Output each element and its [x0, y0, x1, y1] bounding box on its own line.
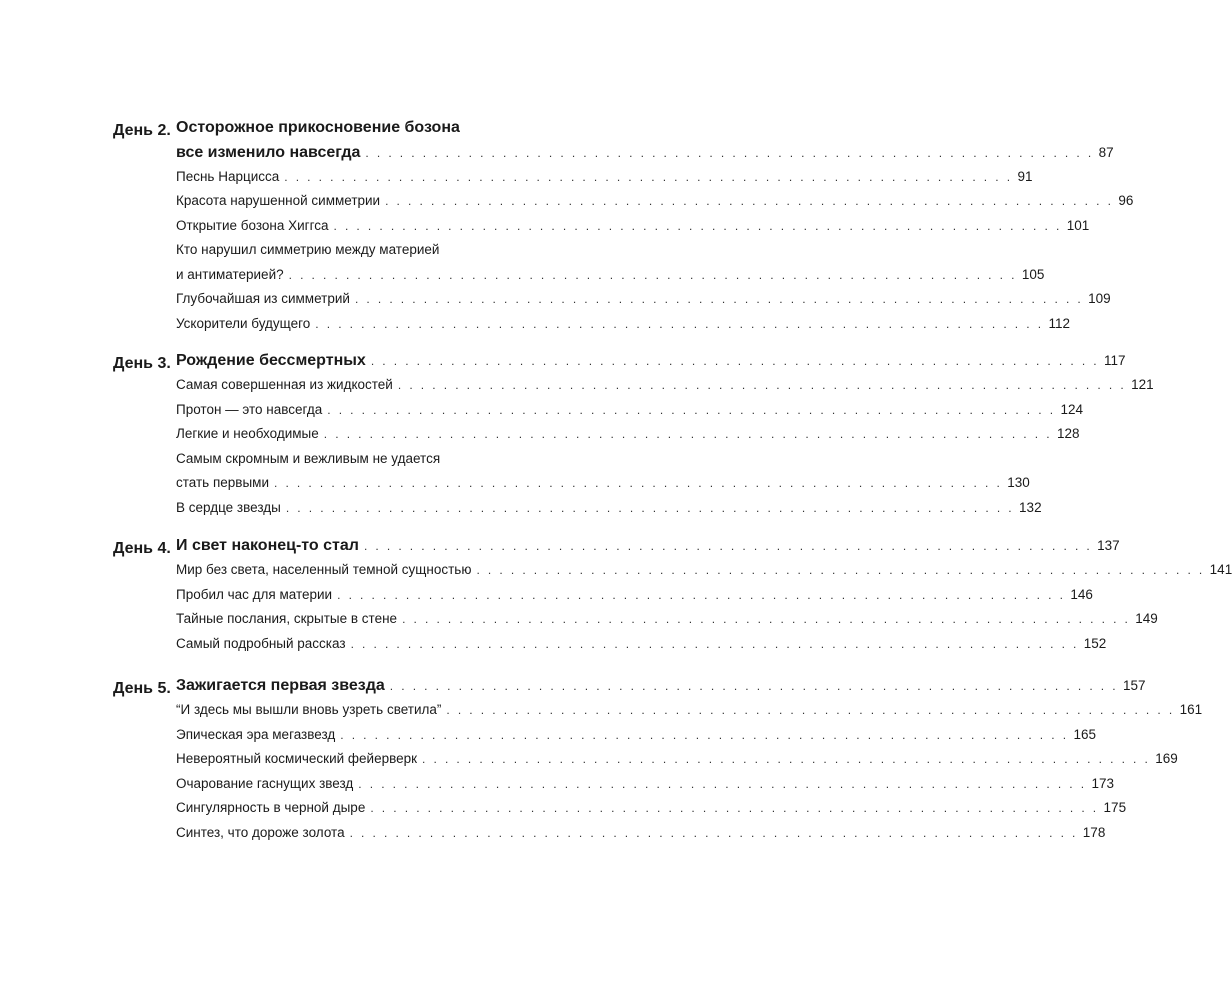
- toc-entry-line: [0, 451, 644, 476]
- dot-leader: . . . . . . . . . . . . . . . . . . . . . . . . . . . . . . . . . . . . . . . . . . . . . . . . . . . . . . . . . . . . . . . .: [354, 292, 1084, 306]
- toc-entry-line: [0, 291, 1111, 316]
- entry-title: Синтез, что дороже золота: [176, 824, 345, 840]
- toc-line-content: [176, 426, 1080, 441]
- chapter-label: День 3.: [113, 355, 171, 372]
- chapter-title: И свет наконец-то стал: [176, 537, 359, 554]
- page-number: 165: [1073, 726, 1096, 742]
- page-number: 132: [1019, 499, 1042, 515]
- entry-title: “И здесь мы вышли вновь узреть светила”: [176, 702, 442, 717]
- entry-title: В сердце звезды: [176, 499, 281, 515]
- chapter-heading-line: [0, 677, 1146, 702]
- entry-title: Песнь Нарцисса: [176, 168, 280, 184]
- page-number: 117: [1104, 353, 1126, 368]
- toc-line-content: [176, 726, 1096, 742]
- toc-line-content: [176, 611, 1158, 626]
- dot-leader: . . . . . . . . . . . . . . . . . . . . . . . . . . . . . . . . . . . . . . . . . . . . . . . . . . . . . . . . . . . . . . . .: [327, 402, 1056, 417]
- dot-leader: . . . . . . . . . . . . . . . . . . . . . . . . . . . . . . . . . . . . . . . . . . . . . . . . . . . . . . . . . . . . . . . .: [397, 378, 1127, 392]
- entry-title: Открытие бозона Хиггса: [176, 217, 329, 233]
- toc-entry-line: [0, 315, 1071, 341]
- toc-entry-line: [0, 168, 1033, 194]
- chapter-heading-line: [0, 119, 644, 144]
- page-number: 87: [1098, 144, 1114, 160]
- chapter-heading-line: [0, 537, 1120, 562]
- chapter-label: День 4.: [113, 540, 171, 557]
- dot-leader: . . . . . . . . . . . . . . . . . . . . . . . . . . . . . . . . . . . . . . . . . . . . . . . . . . . . . . . . . . . . . . . .: [363, 539, 1093, 553]
- page-number: 101: [1066, 217, 1090, 233]
- toc-entry-line: [0, 426, 1080, 451]
- page-number: 169: [1155, 751, 1178, 766]
- chapter-title: все изменило навсегда: [176, 143, 361, 161]
- entry-title: Самая совершенная из жидкостей: [176, 377, 393, 392]
- toc-line-content: [176, 775, 1115, 791]
- toc-line-content: [176, 677, 1146, 695]
- page-number: 112: [1048, 315, 1071, 331]
- dot-leader: . . . . . . . . . . . . . . . . . . . . . . . . . . . . . . . . . . . . . . . . . . . . . . . . . . . . . . . . . . . . . . . .: [350, 636, 1079, 651]
- toc-entry-line: [0, 266, 1045, 292]
- entry-title: Пробил час для материи: [176, 586, 333, 602]
- dot-leader: . . . . . . . . . . . . . . . . . . . . . . . . . . . . . . . . . . . . . . . . . . . . . . . . . . . . . . . . . . . . . . . .: [273, 476, 1003, 490]
- entry-title: Тайные послания, скрытые в стене: [176, 611, 398, 626]
- chapter-title: Рождение бессмертных: [176, 352, 366, 369]
- toc-entry-line: [0, 726, 1096, 752]
- chapter-title: Зажигается первая звезда: [176, 677, 385, 694]
- dot-leader: . . . . . . . . . . . . . . . . . . . . . . . . . . . . . . . . . . . . . . . . . . . . . . . . . . . . . . . . . . . . . . . .: [333, 218, 1062, 233]
- toc-line-content: [176, 451, 562, 466]
- chapter-heading-line: [0, 143, 1114, 169]
- toc-line-content: [176, 499, 1042, 515]
- entry-title: Красота нарушенной симметрии: [176, 193, 381, 208]
- dot-leader: . . . . . . . . . . . . . . . . . . . . . . . . . . . . . . . . . . . . . . . . . . . . . . . . . . . . . . . . . . . . . . . .: [422, 752, 1151, 766]
- page-number: 149: [1135, 611, 1158, 626]
- dot-leader: . . . . . . . . . . . . . . . . . . . . . . . . . . . . . . . . . . . . . . . . . . . . . . . . . . . . . . . . . . . . . . . .: [358, 776, 1087, 791]
- toc-entry-line: [0, 775, 1115, 801]
- dot-leader: . . . . . . . . . . . . . . . . . . . . . . . . . . . . . . . . . . . . . . . . . . . . . . . . . . . . . . . . . . . . . . . .: [323, 427, 1052, 441]
- dot-leader: . . . . . . . . . . . . . . . . . . . . . . . . . . . . . . . . . . . . . . . . . . . . . . . . . . . . . . . . . . . . . . . .: [337, 587, 1066, 602]
- toc-line-content: [176, 824, 1106, 840]
- dot-leader: . . . . . . . . . . . . . . . . . . . . . . . . . . . . . . . . . . . . . . . . . . . . . . . . . . . . . . . . . . . . . . . .: [349, 825, 1078, 840]
- toc-line-content: [176, 635, 1107, 651]
- toc-entry-line: [0, 562, 1232, 587]
- toc-line-content: [176, 315, 1071, 331]
- toc-line-content: [176, 377, 1154, 392]
- chapter-label: День 2.: [113, 122, 171, 139]
- toc-line-content: [176, 217, 1090, 233]
- dot-leader: . . . . . . . . . . . . . . . . . . . . . . . . . . . . . . . . . . . . . . . . . . . . . . . . . . . . . . . . . . . . . . . .: [446, 703, 1175, 717]
- toc-line-content: [176, 702, 1203, 717]
- entry-title: Очарование гаснущих звезд: [176, 775, 354, 791]
- toc-entry-line: [0, 475, 1030, 500]
- toc-line-content: [176, 562, 1232, 577]
- entry-title: Протон — это навсегда: [176, 401, 323, 417]
- dot-leader: . . . . . . . . . . . . . . . . . . . . . . . . . . . . . . . . . . . . . . . . . . . . . . . . . . . . . . . . . . . . . . . .: [285, 500, 1015, 515]
- page-number: 173: [1091, 775, 1115, 791]
- toc-entry-line: [0, 611, 1158, 636]
- entry-title: Мир без света, населенный темной сущностью: [176, 562, 472, 577]
- toc-line-content: [176, 586, 1093, 602]
- toc-line-content: [176, 800, 1127, 815]
- page-number: 141: [1209, 562, 1232, 577]
- toc-entry-line: [0, 800, 1127, 825]
- toc-entry-line: [0, 499, 1042, 525]
- toc-entry-line: [0, 242, 644, 267]
- page-number: 121: [1131, 377, 1154, 392]
- toc-entry-line: [0, 217, 1090, 243]
- toc-entry-line: [0, 702, 1203, 727]
- toc-line-content: [176, 193, 1134, 208]
- entry-title: Сингулярность в черной дыре: [176, 800, 366, 815]
- toc-line-content: [176, 168, 1033, 184]
- page-number: 124: [1060, 401, 1083, 417]
- dot-leader: . . . . . . . . . . . . . . . . . . . . . . . . . . . . . . . . . . . . . . . . . . . . . . . . . . . . . . . . . . . . . . . .: [385, 194, 1114, 208]
- page-number: 130: [1007, 475, 1030, 490]
- toc-entry-line: [0, 586, 1093, 612]
- page-number: 175: [1103, 800, 1127, 815]
- toc-entry-line: [0, 193, 1134, 218]
- toc-line-content: [176, 242, 562, 257]
- page-number: 91: [1017, 168, 1033, 184]
- entry-title: Ускорители будущего: [176, 315, 311, 331]
- dot-leader: . . . . . . . . . . . . . . . . . . . . . . . . . . . . . . . . . . . . . . . . . . . . . . . . . . . . . . . . . . . . . . . .: [476, 563, 1205, 577]
- page-number: 146: [1070, 586, 1093, 602]
- entry-title: Самый подробный рассказ: [176, 635, 346, 651]
- page-number: 137: [1097, 538, 1120, 553]
- dot-leader: . . . . . . . . . . . . . . . . . . . . . . . . . . . . . . . . . . . . . . . . . . . . . . . . . . . . . . . . . . . . . . . .: [315, 316, 1044, 331]
- page-number: 157: [1123, 678, 1146, 693]
- page-number: 105: [1021, 266, 1045, 282]
- toc-entry-line: [0, 401, 1083, 427]
- toc-line-content: [176, 537, 1120, 555]
- toc-line-content: [176, 352, 1126, 370]
- entry-title: Глубочайшая из симметрий: [176, 291, 350, 306]
- entry-title: Самым скромным и вежливым не удается: [176, 450, 441, 466]
- toc-line-content: [176, 119, 562, 137]
- toc-line-content: [176, 143, 1114, 162]
- chapter-label: День 5.: [113, 680, 171, 697]
- entry-title: Легкие и необходимые: [176, 426, 319, 441]
- dot-leader: . . . . . . . . . . . . . . . . . . . . . . . . . . . . . . . . . . . . . . . . . . . . . . . . . . . . . . . . . . . . . . . .: [284, 169, 1013, 184]
- entry-title: Кто нарушил симметрию между материей: [176, 242, 440, 257]
- page-number: 178: [1082, 824, 1106, 840]
- toc-entry-line: [0, 377, 1154, 402]
- toc-line-content: [176, 401, 1083, 417]
- chapter-heading-line: [0, 352, 1126, 377]
- page-number: 152: [1083, 635, 1107, 651]
- dot-leader: . . . . . . . . . . . . . . . . . . . . . . . . . . . . . . . . . . . . . . . . . . . . . . . . . . . . . . . . . . . . . . . .: [389, 679, 1118, 693]
- entry-title: стать первыми: [176, 475, 269, 490]
- dot-leader: . . . . . . . . . . . . . . . . . . . . . . . . . . . . . . . . . . . . . . . . . . . . . . . . . . . . . . . . . . . . . . . .: [288, 267, 1017, 282]
- toc-line-content: [176, 266, 1045, 282]
- page-number: 161: [1179, 702, 1203, 717]
- dot-leader: . . . . . . . . . . . . . . . . . . . . . . . . . . . . . . . . . . . . . . . . . . . . . . . . . . . . . . . . . . . . . . . .: [340, 727, 1069, 742]
- dot-leader: . . . . . . . . . . . . . . . . . . . . . . . . . . . . . . . . . . . . . . . . . . . . . . . . . . . . . . . . . . . . . . . .: [365, 145, 1094, 160]
- page-number: 96: [1118, 193, 1134, 208]
- dot-leader: . . . . . . . . . . . . . . . . . . . . . . . . . . . . . . . . . . . . . . . . . . . . . . . . . . . . . . . . . . . . . . . .: [402, 612, 1131, 626]
- dot-leader: . . . . . . . . . . . . . . . . . . . . . . . . . . . . . . . . . . . . . . . . . . . . . . . . . . . . . . . . . . . . . . . .: [370, 354, 1100, 368]
- entry-title: Невероятный космический фейерверк: [176, 751, 418, 766]
- page-number: 109: [1088, 291, 1111, 306]
- entry-title: Эпическая эра мегазвезд: [176, 726, 336, 742]
- toc-line-content: [176, 751, 1178, 766]
- chapter-title: Осторожное прикосновение бозона: [176, 119, 460, 136]
- page-number: 128: [1056, 426, 1080, 441]
- entry-title: и антиматерией?: [176, 266, 284, 282]
- toc-line-content: [176, 475, 1030, 490]
- dot-leader: . . . . . . . . . . . . . . . . . . . . . . . . . . . . . . . . . . . . . . . . . . . . . . . . . . . . . . . . . . . . . . . .: [370, 801, 1099, 815]
- toc-entry-line: [0, 824, 1106, 850]
- toc-line-content: [176, 291, 1111, 306]
- toc-entry-line: [0, 751, 1178, 776]
- toc-entry-line: [0, 635, 1107, 661]
